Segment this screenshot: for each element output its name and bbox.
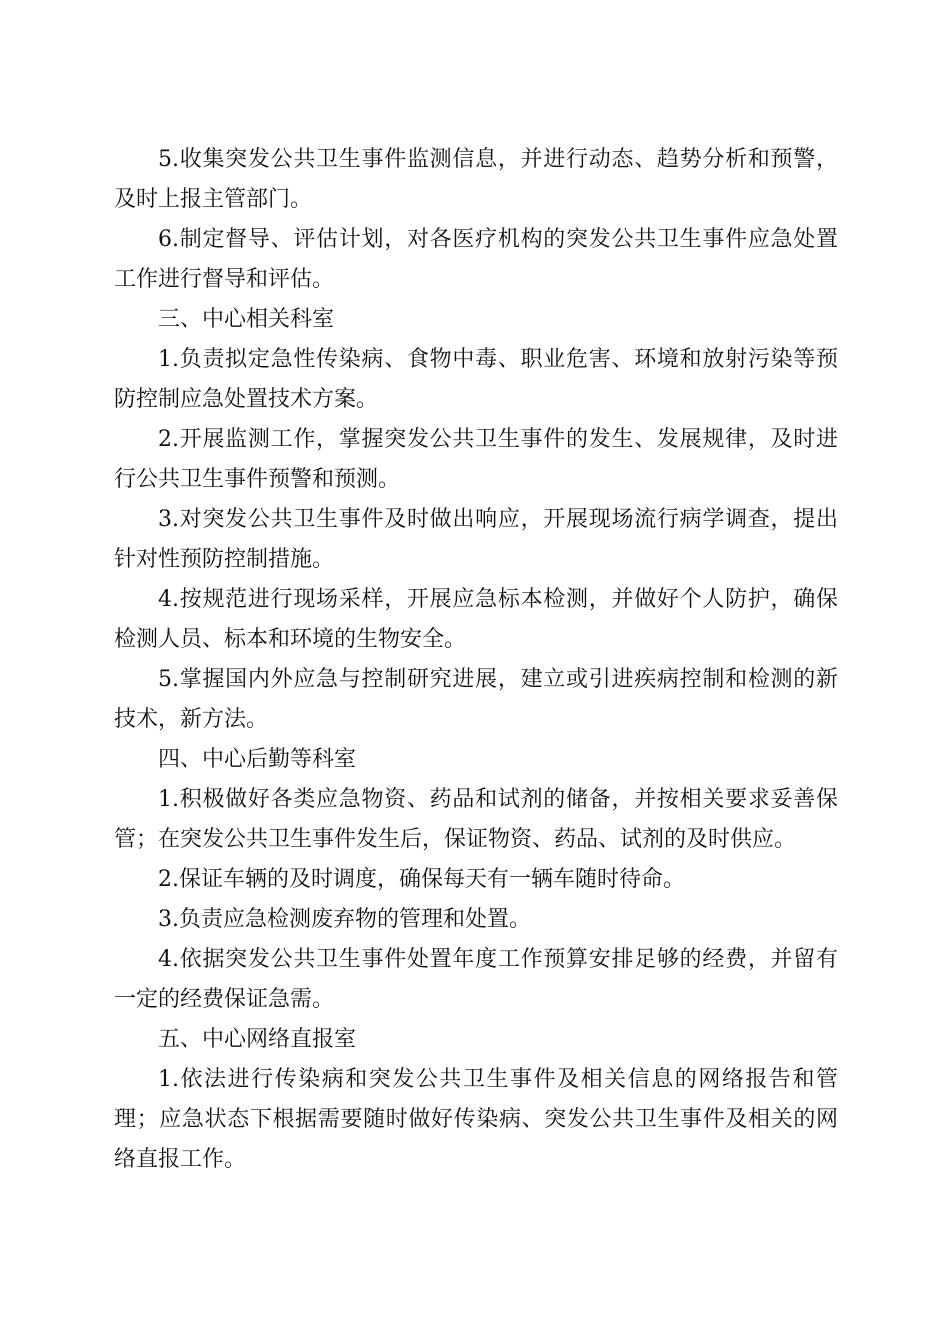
paragraph-item-5-research: 5.掌握国内外应急与控制研究进展，建立或引进疾病控制和检测的新技术，新方法。 [114,667,838,732]
paragraph-item-3-waste: 3.负责应急检测废弃物的管理和处置。 [158,907,531,932]
paragraph-item-1-network-report: 1.依法进行传染病和突发公共卫生事件及相关信息的网络报告和管理；应急状态下根据需要随时做好传染病、突发公共卫生事件及相关的网络直报工作。 [114,1067,838,1172]
paragraph-item-6-supervision-plan: 6.制定督导、评估计划，对各医疗机构的突发公共卫生事件应急处置工作进行督导和评估。 [114,227,838,292]
section-heading-5: 五、中心网络直报室 [158,1027,357,1052]
paragraph-item-1-reserves: 1.积极做好各类应急物资、药品和试剂的储备，并按相关要求妥善保管；在突发公共卫生事件发生后，保证物资、药品、试剂的及时供应。 [114,787,838,852]
paragraph-item-3-response: 3.对突发公共卫生事件及时做出响应，开展现场流行病学调查，提出针对性预防控制措施。 [114,507,838,572]
paragraph-item-4-sampling: 4.按规范进行现场采样，开展应急标本检测，并做好个人防护，确保检测人员、标本和环境的生物安全。 [114,587,838,652]
paragraph-item-4-budget: 4.依据突发公共卫生事件处置年度工作预算安排足够的经费，并留有一定的经费保证急需。 [114,947,838,1012]
document-body [114,140,838,1180]
paragraph-item-1-technical-plans: 1.负责拟定急性传染病、食物中毒、职业危害、环境和放射污染等预防控制应急处置技术方案。 [114,347,838,412]
paragraph-item-5-collect-info: 5.收集突发公共卫生事件监测信息，并进行动态、趋势分析和预警，及时上报主管部门。 [114,147,838,212]
section-heading-4: 四、中心后勤等科室 [158,747,357,772]
paragraph-item-2-vehicles: 2.保证车辆的及时调度，确保每天有一辆车随时待命。 [158,867,685,892]
section-heading-3: 三、中心相关科室 [158,307,335,332]
paragraph-item-2-monitoring: 2.开展监测工作，掌握突发公共卫生事件的发生、发展规律，及时进行公共卫生事件预警和预测。 [114,427,838,492]
